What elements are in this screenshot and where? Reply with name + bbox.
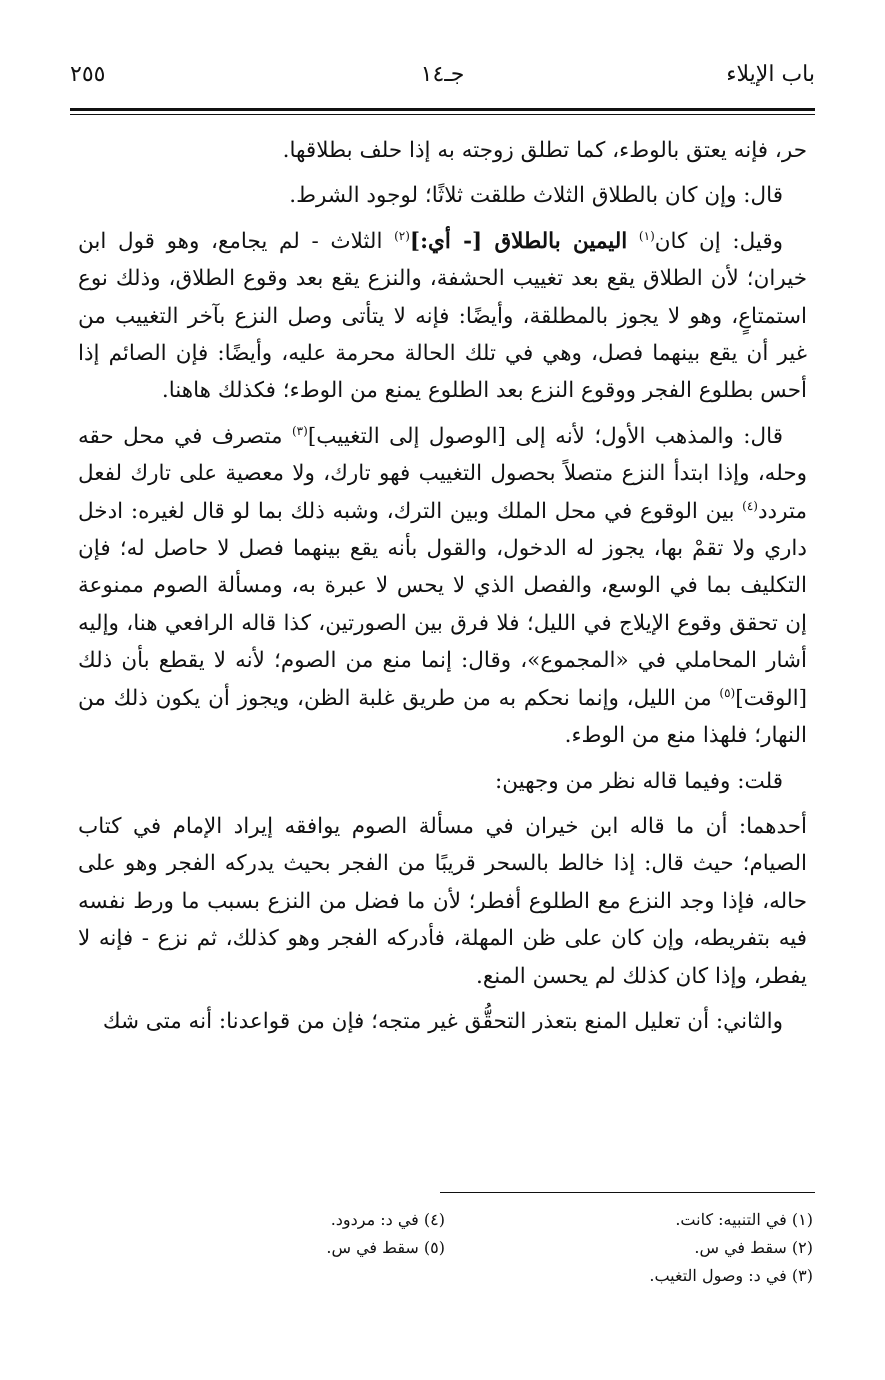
running-header [70,62,815,96]
paragraph [78,763,807,800]
paragraph-text: الثلاث - لم يجامع، وهو قول ابن خيران؛ لأن الطلاق يقع بعد تغييب الحشفة، والنزع يقع بعد وقوع الطلاق، وذلك نوع استمتاعٍ، وهو لا يجوز بالمطلقة، وأيضًا: فإنه لا يتأتى وصل النزع بآخر التغييب من غير أن يقع بينهما فصل، وهي في تلك الحالة محرمة عليه، وأيضًا: فإن الصائم إذا أحس بطلوع الفجر ووقوع النزع بعد الطلوع يمنع من الوطء؛ فكذلك هاهنا. [78,228,807,404]
footnote-ref: (٢) [394,228,410,243]
paragraph-text: والثاني: أن تعليل المنع بتعذر التحقُّق غير متجه؛ فإن من قواعدنا: أنه متى شك [102,1008,783,1034]
paragraph-text: من الليل، وإنما نحكم به من طريق غلبة الظن، ويجوز أن يكون ذلك من النهار؛ فلهذا منع من الوطء. [78,685,807,749]
footnote: (٢) سقط في س. [694,1238,813,1257]
paragraph-text: وقيل: إن كان [654,228,784,254]
paragraph [78,177,807,214]
footnotes-column-right [433,1206,813,1290]
paragraph [78,1003,807,1040]
footnote: (٥) سقط في س. [326,1238,445,1257]
paragraph-text: بين الوقوع في محل الملك وبين الترك، وشبه ذلك بما لو قال لغيره: ادخل داري ولا تقمْ بها، يجوز له الدخول، والقول بأنه يقع بينهما فصل لا حاصل له؛ فإن التكليف بما في الوسع، والفصل الذي لا يحس لا عبرة به، ومسألة الصوم ممنوعة إن تحقق وقوع الإيلاج في الليل؛ فلا فرق بين الصورتين، كذا قاله الرافعي هنا، وإليه أشار المحاملي في «المجموع»، وقال: إنما منع من الصوم؛ لأنه لا يقطع بأن ذلك [الوقت] [78,498,807,711]
paragraph-text: قال: وإن كان بالطلاق الثلاث طلقت ثلاثًا؛ لوجود الشرط. [289,183,783,209]
paragraph-text: حر، فإنه يعتق بالوطء، كما تطلق زوجته به إذا حلف بطلاقها. [282,138,807,163]
footnote: (١) في التنبيه: كانت. [675,1210,813,1229]
paragraph-text: قلت: وفيما قاله نظر من وجهين: [494,768,783,794]
footnote-ref: (١) [638,228,655,243]
volume-number: جـ١٤ [420,62,465,87]
paragraph-text: أحدهما: أن ما قاله ابن خيران في مسألة الصوم يوافقه إيراد الإمام في كتاب الصيام؛ حيث قال: إذا خالط بالسحر قريبًا من الفجر بحيث يدركه الفجر وهو على حاله، فإذا وجد النزع مع الطلوع أفطر؛ لأن ما فضل من النزع بسبب ما ورط نفسه فيه بتفريطه، وإن كان على ظن المهلة، فأدركه الفجر وهو كذلك، ثم نزع - فإنه لا يفطر، وإذا كان كذلك لم يحسن المنع. [78,813,807,989]
paragraph-text: متصرف في محل حقه وحله، وإذا ابتدأ النزع متصلاً بحصول التغييب فهو تارك، ولا معصية على تارك لفعل متردد [78,423,807,524]
bold-text: اليمين بالطلاق [- أي:] [409,228,628,254]
paragraph [78,223,807,410]
page-number: ٢٥٥ [70,62,106,87]
footnote: (٣) في د: وصول التغيب. [649,1266,813,1285]
chapter-title: باب الإيلاء [726,62,815,87]
footnotes-column-left [145,1206,445,1262]
footnote-ref: (٤) [742,498,758,513]
main-text [78,132,807,1048]
paragraph [78,132,807,169]
paragraph [78,418,807,755]
footnote: (٤) في د: مردود. [330,1210,445,1229]
footnote-ref: (٣) [291,423,308,438]
footnote-ref: (٥) [719,685,736,700]
header-rule-thin [70,114,815,115]
paragraph-text: قال: والمذهب الأول؛ لأنه إلى [الوصول إلى التغييب] [307,423,783,449]
header-rule [70,108,815,111]
paragraph [78,808,807,995]
footnote-separator [440,1192,815,1193]
